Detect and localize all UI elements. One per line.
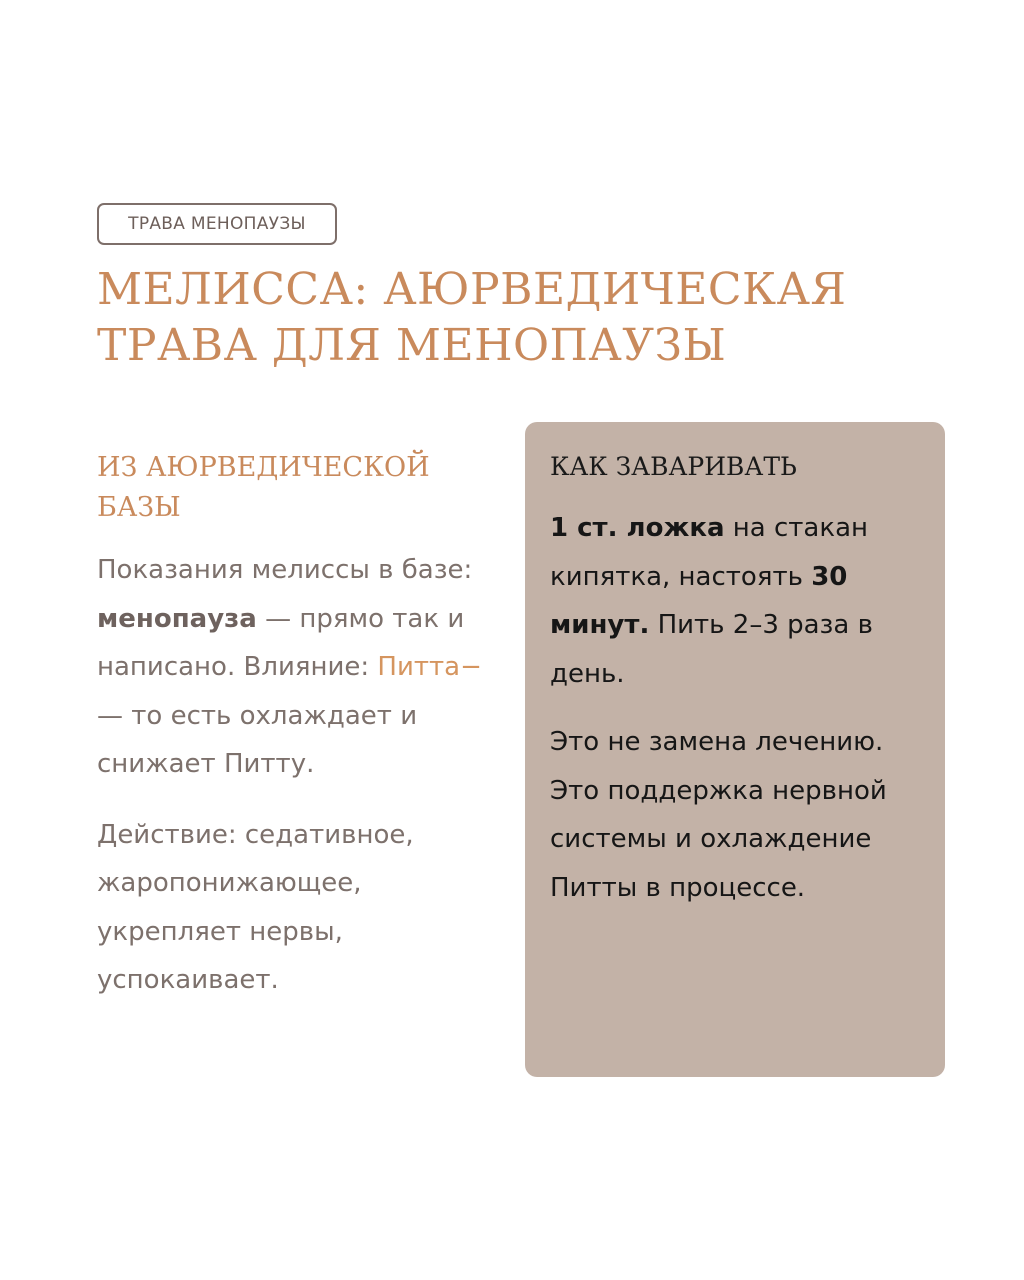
disclaimer-paragraph: Это не замена лечению. Это поддержка нервной системы и охлаждение Питты в процессе. [550,727,887,903]
category-tag: ТРАВА МЕНОПАУЗЫ [97,203,337,245]
pitta-highlight: Питта− [377,652,482,682]
page-title: МЕЛИССА: АЮРВЕДИЧЕСКАЯ ТРАВА ДЛЯ МЕНОПАУЗЫ [97,264,847,371]
dose-highlight: 1 ст. ложка [550,513,725,543]
indications-text: Показания мелиссы в базе: [97,555,473,585]
menopause-highlight: менопауза [97,603,257,634]
action-paragraph: Действие: седативное, жаропонижающее, укрепляет нервы, успокаивает. [97,819,414,995]
indications-paragraph [97,546,497,789]
indications-text-2: — прямо так и написано. Влияние: [97,603,465,682]
card-heading: КАК ЗАВАРИВАТЬ [550,452,797,481]
time-highlight: 30 минут. [550,561,848,640]
brewing-text-2: Пить 2–3 раза в день. [550,610,873,689]
indications-text-3: — то есть охлаждает и снижает Питту. [97,700,418,779]
brewing-text: на стакан кипятка, настоять [550,513,869,592]
section-heading: ИЗ АЮРВЕДИЧЕСКОЙ БАЗЫ [97,452,430,523]
brewing-instructions [550,504,921,698]
brewing-card [525,422,945,1077]
left-column [97,448,497,1027]
